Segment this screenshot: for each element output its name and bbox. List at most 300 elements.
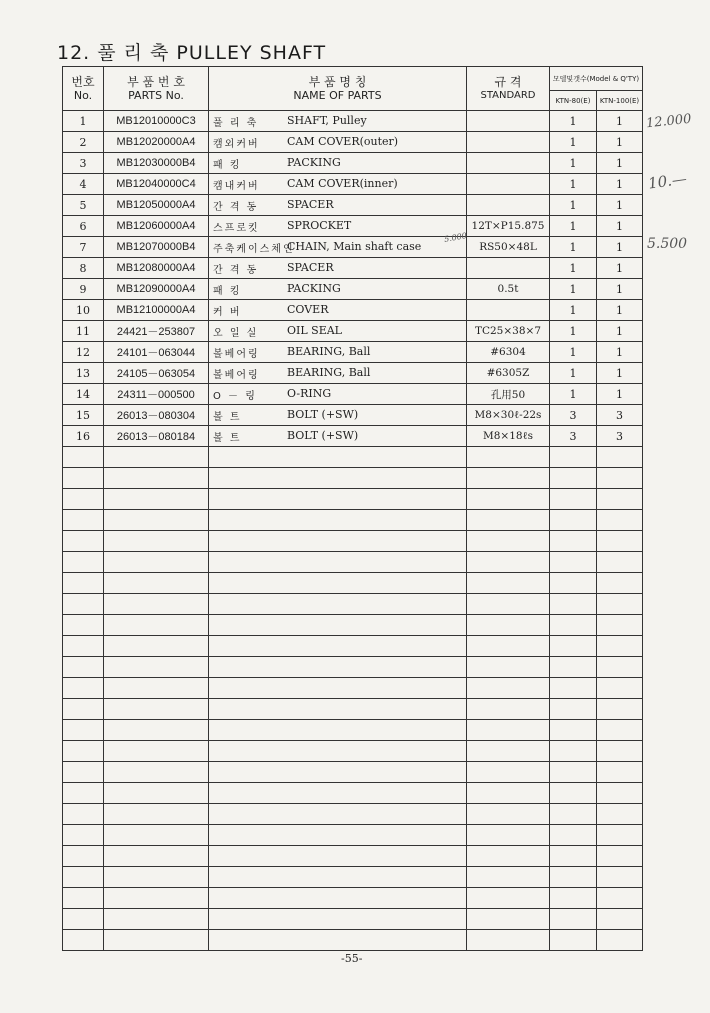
table-row <box>63 216 643 237</box>
empty-cell <box>467 909 550 930</box>
table-row <box>63 342 643 363</box>
qty-model-a: 1 <box>550 300 597 321</box>
empty-table-row <box>63 846 643 867</box>
row-number: 2 <box>63 132 104 153</box>
row-number: 11 <box>63 321 104 342</box>
empty-cell <box>104 783 209 804</box>
empty-cell <box>467 594 550 615</box>
part-name-en: BEARING, Ball <box>287 366 371 379</box>
empty-cell <box>597 846 643 867</box>
col-header-model-a: KTN-80(E) <box>550 91 597 111</box>
empty-table-row <box>63 573 643 594</box>
part-name-en: SPACER <box>287 198 334 211</box>
empty-cell <box>209 678 467 699</box>
part-name <box>209 216 467 237</box>
empty-cell <box>209 888 467 909</box>
empty-cell <box>209 447 467 468</box>
qty-model-b: 1 <box>597 174 643 195</box>
part-standard: M8×18ℓs <box>467 426 550 447</box>
part-name-en: CAM COVER(outer) <box>287 135 399 148</box>
empty-cell <box>550 846 597 867</box>
empty-cell <box>550 594 597 615</box>
empty-cell <box>209 720 467 741</box>
empty-table-row <box>63 699 643 720</box>
col-header-name-en: NAME OF PARTS <box>293 88 382 102</box>
empty-cell <box>550 783 597 804</box>
empty-cell <box>209 594 467 615</box>
empty-cell <box>209 762 467 783</box>
empty-cell <box>467 888 550 909</box>
part-standard <box>467 195 550 216</box>
qty-model-a: 3 <box>550 426 597 447</box>
part-standard <box>467 300 550 321</box>
empty-cell <box>209 804 467 825</box>
empty-cell <box>104 846 209 867</box>
row-number: 8 <box>63 258 104 279</box>
empty-cell <box>104 741 209 762</box>
col-header-parts-no <box>104 67 209 111</box>
col-header-parts-no-en: PARTS No. <box>128 88 184 102</box>
empty-cell <box>597 552 643 573</box>
empty-cell <box>550 447 597 468</box>
empty-cell <box>550 825 597 846</box>
part-standard <box>467 153 550 174</box>
part-number: 24421－253807 <box>104 321 209 342</box>
empty-cell <box>104 930 209 951</box>
empty-cell <box>63 720 104 741</box>
part-name-en: BOLT (+SW) <box>287 429 359 442</box>
empty-cell <box>209 825 467 846</box>
empty-cell <box>467 573 550 594</box>
part-name-ko: 패 킹 <box>213 160 242 171</box>
part-number: MB12100000A4 <box>104 300 209 321</box>
handwritten-note-2: 10.— <box>646 169 688 193</box>
empty-cell <box>63 489 104 510</box>
qty-model-b: 1 <box>597 363 643 384</box>
handwritten-note-4: 5.000 <box>443 231 468 244</box>
empty-cell <box>104 552 209 573</box>
part-standard: TC25×38×7 <box>467 321 550 342</box>
empty-cell <box>209 552 467 573</box>
empty-cell <box>63 531 104 552</box>
empty-cell <box>467 447 550 468</box>
part-standard: 0.5t <box>467 279 550 300</box>
empty-table-row <box>63 762 643 783</box>
qty-model-b: 1 <box>597 384 643 405</box>
empty-cell <box>467 720 550 741</box>
empty-cell <box>104 510 209 531</box>
empty-cell <box>104 804 209 825</box>
empty-cell <box>104 615 209 636</box>
empty-cell <box>597 447 643 468</box>
part-standard: #6304 <box>467 342 550 363</box>
empty-cell <box>63 510 104 531</box>
empty-cell <box>550 930 597 951</box>
empty-table-row <box>63 657 643 678</box>
empty-cell <box>597 888 643 909</box>
empty-cell <box>597 510 643 531</box>
col-header-name-ko: 부 품 명 칭 <box>308 74 367 89</box>
qty-model-b: 1 <box>597 258 643 279</box>
table-row <box>63 153 643 174</box>
empty-cell <box>209 636 467 657</box>
empty-cell <box>597 909 643 930</box>
part-standard: RS50×48L <box>467 237 550 258</box>
part-number: MB12060000A4 <box>104 216 209 237</box>
row-number: 5 <box>63 195 104 216</box>
part-name-ko: 풀 리 축 <box>213 118 259 129</box>
empty-cell <box>104 573 209 594</box>
table-row <box>63 426 643 447</box>
qty-model-b: 1 <box>597 195 643 216</box>
empty-cell <box>467 825 550 846</box>
qty-model-a: 3 <box>550 405 597 426</box>
empty-cell <box>209 930 467 951</box>
part-name-en: PACKING <box>287 156 341 169</box>
empty-cell <box>63 846 104 867</box>
col-header-standard <box>467 67 550 111</box>
col-header-standard-ko: 규 격 <box>494 74 522 89</box>
empty-table-row <box>63 489 643 510</box>
parts-table <box>62 66 643 951</box>
qty-model-b: 1 <box>597 279 643 300</box>
empty-cell <box>550 468 597 489</box>
empty-cell <box>467 783 550 804</box>
part-number: MB12050000A4 <box>104 195 209 216</box>
part-name <box>209 153 467 174</box>
qty-model-a: 1 <box>550 195 597 216</box>
empty-cell <box>597 573 643 594</box>
empty-cell <box>597 741 643 762</box>
empty-table-row <box>63 804 643 825</box>
row-number: 16 <box>63 426 104 447</box>
qty-model-a: 1 <box>550 279 597 300</box>
empty-cell <box>63 468 104 489</box>
empty-cell <box>63 615 104 636</box>
qty-model-a: 1 <box>550 111 597 132</box>
empty-table-row <box>63 636 643 657</box>
empty-cell <box>597 615 643 636</box>
table-row <box>63 132 643 153</box>
empty-cell <box>550 510 597 531</box>
part-name-en: CAM COVER(inner) <box>287 177 398 190</box>
table-row <box>63 174 643 195</box>
part-name <box>209 237 467 258</box>
part-name <box>209 174 467 195</box>
part-number: MB12090000A4 <box>104 279 209 300</box>
part-name-ko: 패 킹 <box>213 286 242 297</box>
qty-model-a: 1 <box>550 216 597 237</box>
empty-table-row <box>63 867 643 888</box>
empty-cell <box>104 678 209 699</box>
qty-model-a: 1 <box>550 384 597 405</box>
empty-cell <box>209 531 467 552</box>
empty-cell <box>63 783 104 804</box>
empty-table-row <box>63 930 643 951</box>
empty-cell <box>209 909 467 930</box>
empty-cell <box>63 657 104 678</box>
part-number: 26013－080304 <box>104 405 209 426</box>
empty-cell <box>550 699 597 720</box>
row-number: 6 <box>63 216 104 237</box>
empty-cell <box>104 762 209 783</box>
part-standard <box>467 132 550 153</box>
part-standard <box>467 258 550 279</box>
empty-table-row <box>63 741 643 762</box>
empty-cell <box>597 930 643 951</box>
empty-cell <box>597 636 643 657</box>
empty-cell <box>550 804 597 825</box>
empty-cell <box>209 573 467 594</box>
qty-model-b: 1 <box>597 153 643 174</box>
part-number: 24311－000500 <box>104 384 209 405</box>
empty-cell <box>550 615 597 636</box>
part-name-ko: 간 격 동 <box>213 265 259 276</box>
empty-cell <box>597 804 643 825</box>
empty-cell <box>467 510 550 531</box>
row-number: 15 <box>63 405 104 426</box>
qty-model-a: 1 <box>550 258 597 279</box>
empty-cell <box>104 657 209 678</box>
empty-table-row <box>63 615 643 636</box>
empty-cell <box>550 636 597 657</box>
empty-cell <box>104 636 209 657</box>
qty-model-a: 1 <box>550 153 597 174</box>
empty-cell <box>63 762 104 783</box>
empty-cell <box>63 699 104 720</box>
part-standard <box>467 174 550 195</box>
empty-cell <box>209 468 467 489</box>
part-name-ko: 오 일 실 <box>213 328 259 339</box>
part-name <box>209 342 467 363</box>
empty-cell <box>550 762 597 783</box>
empty-cell <box>63 909 104 930</box>
empty-table-row <box>63 909 643 930</box>
table-row <box>63 195 643 216</box>
empty-cell <box>209 489 467 510</box>
empty-cell <box>550 678 597 699</box>
empty-cell <box>104 867 209 888</box>
table-row <box>63 321 643 342</box>
part-number: MB12040000C4 <box>104 174 209 195</box>
qty-model-a: 1 <box>550 132 597 153</box>
empty-cell <box>63 552 104 573</box>
empty-cell <box>467 489 550 510</box>
empty-cell <box>63 447 104 468</box>
col-header-model-qty: 모델및갯수(Model & Q'TY) <box>550 67 643 91</box>
part-number: MB12030000B4 <box>104 153 209 174</box>
part-name <box>209 195 467 216</box>
row-number: 14 <box>63 384 104 405</box>
part-standard: M8×30ℓ-22s <box>467 405 550 426</box>
part-standard <box>467 111 550 132</box>
empty-cell <box>104 489 209 510</box>
empty-cell <box>467 930 550 951</box>
empty-cell <box>209 846 467 867</box>
empty-cell <box>467 804 550 825</box>
empty-cell <box>550 657 597 678</box>
part-name <box>209 132 467 153</box>
empty-cell <box>209 867 467 888</box>
col-header-parts-no-ko: 부 품 번 호 <box>127 74 185 89</box>
qty-model-a: 1 <box>550 174 597 195</box>
row-number: 13 <box>63 363 104 384</box>
row-number: 7 <box>63 237 104 258</box>
empty-cell <box>550 489 597 510</box>
col-header-no-en: No. <box>73 88 93 102</box>
qty-model-b: 3 <box>597 426 643 447</box>
empty-cell <box>63 636 104 657</box>
empty-cell <box>63 888 104 909</box>
empty-cell <box>597 825 643 846</box>
empty-cell <box>104 468 209 489</box>
part-name-en: PACKING <box>287 282 341 295</box>
empty-cell <box>597 594 643 615</box>
empty-cell <box>104 447 209 468</box>
part-name-ko: 캠외커버 <box>213 139 260 150</box>
part-name-en: COVER <box>287 303 329 316</box>
table-row <box>63 300 643 321</box>
empty-cell <box>550 573 597 594</box>
empty-cell <box>597 720 643 741</box>
empty-cell <box>209 741 467 762</box>
part-name-ko: 주축케이스체인 <box>213 244 295 255</box>
part-name <box>209 111 467 132</box>
empty-cell <box>63 594 104 615</box>
part-name <box>209 279 467 300</box>
empty-cell <box>597 489 643 510</box>
empty-table-row <box>63 552 643 573</box>
part-name-ko: 볼베어링 <box>213 370 260 381</box>
empty-table-row <box>63 825 643 846</box>
part-name-en: O-RING <box>287 387 332 400</box>
part-number: 26013－080184 <box>104 426 209 447</box>
empty-cell <box>467 699 550 720</box>
empty-cell <box>63 573 104 594</box>
empty-cell <box>550 531 597 552</box>
col-header-no <box>63 67 104 111</box>
part-name-ko: 간 격 동 <box>213 202 259 213</box>
part-name <box>209 384 467 405</box>
page-number: -55- <box>341 952 363 965</box>
part-name-ko: 캠내커버 <box>213 181 260 192</box>
empty-cell <box>597 468 643 489</box>
empty-table-row <box>63 510 643 531</box>
empty-cell <box>467 636 550 657</box>
empty-cell <box>104 888 209 909</box>
table-row <box>63 258 643 279</box>
row-number: 10 <box>63 300 104 321</box>
empty-table-row <box>63 468 643 489</box>
empty-cell <box>63 741 104 762</box>
empty-cell <box>597 762 643 783</box>
empty-table-row <box>63 531 643 552</box>
empty-cell <box>550 867 597 888</box>
table-row <box>63 363 643 384</box>
part-number: MB12010000C3 <box>104 111 209 132</box>
part-name-en: OIL SEAL <box>287 324 342 337</box>
empty-cell <box>63 930 104 951</box>
part-number: MB12020000A4 <box>104 132 209 153</box>
empty-cell <box>467 867 550 888</box>
part-standard: #6305Z <box>467 363 550 384</box>
part-name-ko: O － 링 <box>213 391 257 402</box>
part-name <box>209 426 467 447</box>
empty-cell <box>597 867 643 888</box>
empty-cell <box>550 552 597 573</box>
qty-model-b: 1 <box>597 342 643 363</box>
col-header-name <box>209 67 467 111</box>
part-name <box>209 363 467 384</box>
qty-model-b: 1 <box>597 300 643 321</box>
empty-cell <box>63 867 104 888</box>
empty-cell <box>467 531 550 552</box>
empty-cell <box>550 741 597 762</box>
part-name <box>209 405 467 426</box>
empty-cell <box>63 804 104 825</box>
part-name-ko: 스프로킷 <box>213 223 260 234</box>
empty-cell <box>63 678 104 699</box>
empty-cell <box>597 657 643 678</box>
row-number: 3 <box>63 153 104 174</box>
empty-cell <box>550 720 597 741</box>
empty-cell <box>467 678 550 699</box>
table-row <box>63 111 643 132</box>
part-name-en: BOLT (+SW) <box>287 408 359 421</box>
empty-cell <box>209 657 467 678</box>
part-name-en: SPACER <box>287 261 334 274</box>
empty-cell <box>467 552 550 573</box>
empty-cell <box>467 657 550 678</box>
qty-model-a: 1 <box>550 363 597 384</box>
handwritten-note-3: 5.500 <box>647 236 688 252</box>
qty-model-a: 1 <box>550 321 597 342</box>
table-row <box>63 237 643 258</box>
empty-cell <box>597 678 643 699</box>
part-number: 24101－063044 <box>104 342 209 363</box>
page-title: 12. 풀 리 축 PULLEY SHAFT <box>57 42 327 64</box>
qty-model-a: 1 <box>550 237 597 258</box>
empty-cell <box>104 720 209 741</box>
col-header-standard-en: STANDARD <box>480 89 536 101</box>
part-name-ko: 볼 트 <box>213 412 242 423</box>
empty-cell <box>209 615 467 636</box>
empty-table-row <box>63 678 643 699</box>
part-name-ko: 커 버 <box>213 307 242 318</box>
empty-cell <box>104 594 209 615</box>
qty-model-b: 1 <box>597 111 643 132</box>
part-number: 24105－063054 <box>104 363 209 384</box>
part-standard: 孔用50 <box>467 384 550 405</box>
table-row <box>63 405 643 426</box>
empty-cell <box>104 825 209 846</box>
empty-cell <box>209 699 467 720</box>
empty-cell <box>467 846 550 867</box>
empty-cell <box>104 531 209 552</box>
empty-cell <box>550 909 597 930</box>
handwritten-note-1: 12.000 <box>645 111 693 132</box>
empty-table-row <box>63 447 643 468</box>
empty-cell <box>63 825 104 846</box>
part-name-en: CHAIN, Main shaft case <box>287 240 422 253</box>
qty-model-b: 1 <box>597 216 643 237</box>
part-name-en: SPROCKET <box>287 219 352 232</box>
empty-table-row <box>63 888 643 909</box>
qty-model-b: 1 <box>597 321 643 342</box>
part-name <box>209 321 467 342</box>
empty-table-row <box>63 594 643 615</box>
table-row <box>63 384 643 405</box>
